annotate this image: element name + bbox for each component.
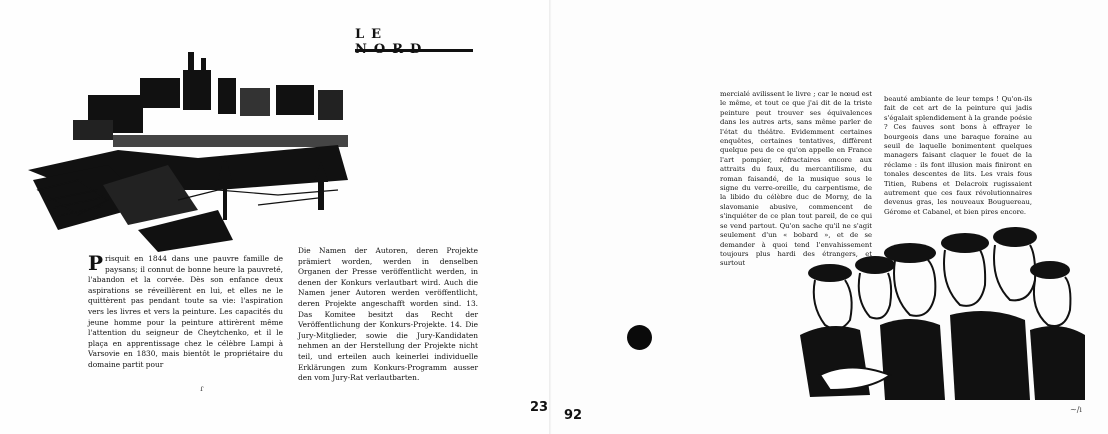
right-page [552, 0, 1108, 434]
right-column-1-text: mercialé avilissent le livre ; car le nœud est le même, et tout ce que j'ai dit de la triste peinture peut trouver ses équivalences dans les autres arts, sans même parler de l'état du théâtre. Evidemment certaines enquêtes, certaines tentatives, diffèrent quelque peu de ce qu'on appelle en France l'art pompier, réfractaires encore aux attraits du faux, du mercantilisme, du roman faisandé, de la musique sous le signe du verre-oreille, du carpentisme, de la libido du célèbre duc de Morny, de la slavomanie abusive, commencent de s'inquiéter de ce plan tout pareil, de ce qui se vend partout. Qu'on sache qu'il ne s'agit seulement d'un « bobard », et de se demander à quoi tend l'envahissement toujours plus hardi des étrangers, et surtout [720, 90, 872, 268]
right-column-1 [720, 90, 872, 268]
left-page [0, 0, 552, 434]
right-page-number: 92 [564, 408, 583, 423]
heading-rule [355, 49, 473, 52]
handwritten-mark: ɾ [200, 384, 204, 393]
right-column-2 [884, 95, 1032, 215]
german-column [298, 246, 478, 386]
corner-mark: ~/ı [1070, 405, 1082, 414]
section-heading [355, 27, 471, 47]
french-column [88, 251, 283, 369]
german-column-text: Die Namen der Autoren, deren Projekte prämiert worden, werden in denselben Organen der Presse veröffentlicht werden, in denen der Konkurs verlautbart wird. Auch die Namen jener Autoren werden veröffentlicht, deren Projekte angeschafft worden sind. 13. Das Komitee besitzt das Recht der Veröffentlichung der Konkurs-Projekte. 14. Die Jury-Mitglieder, sowie die Jury-Kandidaten nehmen an der Herstellung der Projekte nicht teil, und erteilen auch keinerlei individuelle Erklärungen zum Konkurs-Programm ausser den vom Jury-Rat verlautbarten. [298, 246, 478, 383]
right-column-2-text: beauté ambiante de leur temps ! Qu'on-ils fait de cet art de la peinture qui jadis s'égalait splendidement à la grande poésie ? Ces fauves sont bons à effrayer le bourgeois dans une baraque foraine au seuil de laquelle bonimentent quelques managers faisant claquer le fouet de la réclame : ils font illusion mais finiront en tonales descentes de lits. Les vrais fous Titien, Rubens et Delacroix rugissaient autrement que ces faux révolutionnaires devenus gras, les nouveaux Bouguereau, Gérome et Cabanel, et bien pires encore. [884, 95, 1032, 216]
dropcap: P [88, 251, 104, 275]
section-heading-text: LE [355, 27, 389, 42]
city-illustration [18, 40, 363, 255]
french-column-text: risquit en 1844 dans une pauvre famille de paysans; il connut de bonne heure la pauvreté, l'abandon et la corvée. Dès son enfance deux aspirations se réveillèrent en lui, et elles ne le quittèrent pas pendant toute sa vie: l'aspiration vers les livres et vers la peinture. Les capacités du jeune homme pour la peinture attirèrent même l'attention du seigneur de Cheytchenko, et il le plaça en apprentissage chez le célèbre Lampi à Varsovie en 1830, mais bientôt le propriétaire du domaine partit pour [88, 254, 283, 369]
left-page-number: 23 [530, 400, 549, 415]
workers-illustration [790, 225, 1090, 405]
punch-hole [627, 325, 652, 350]
